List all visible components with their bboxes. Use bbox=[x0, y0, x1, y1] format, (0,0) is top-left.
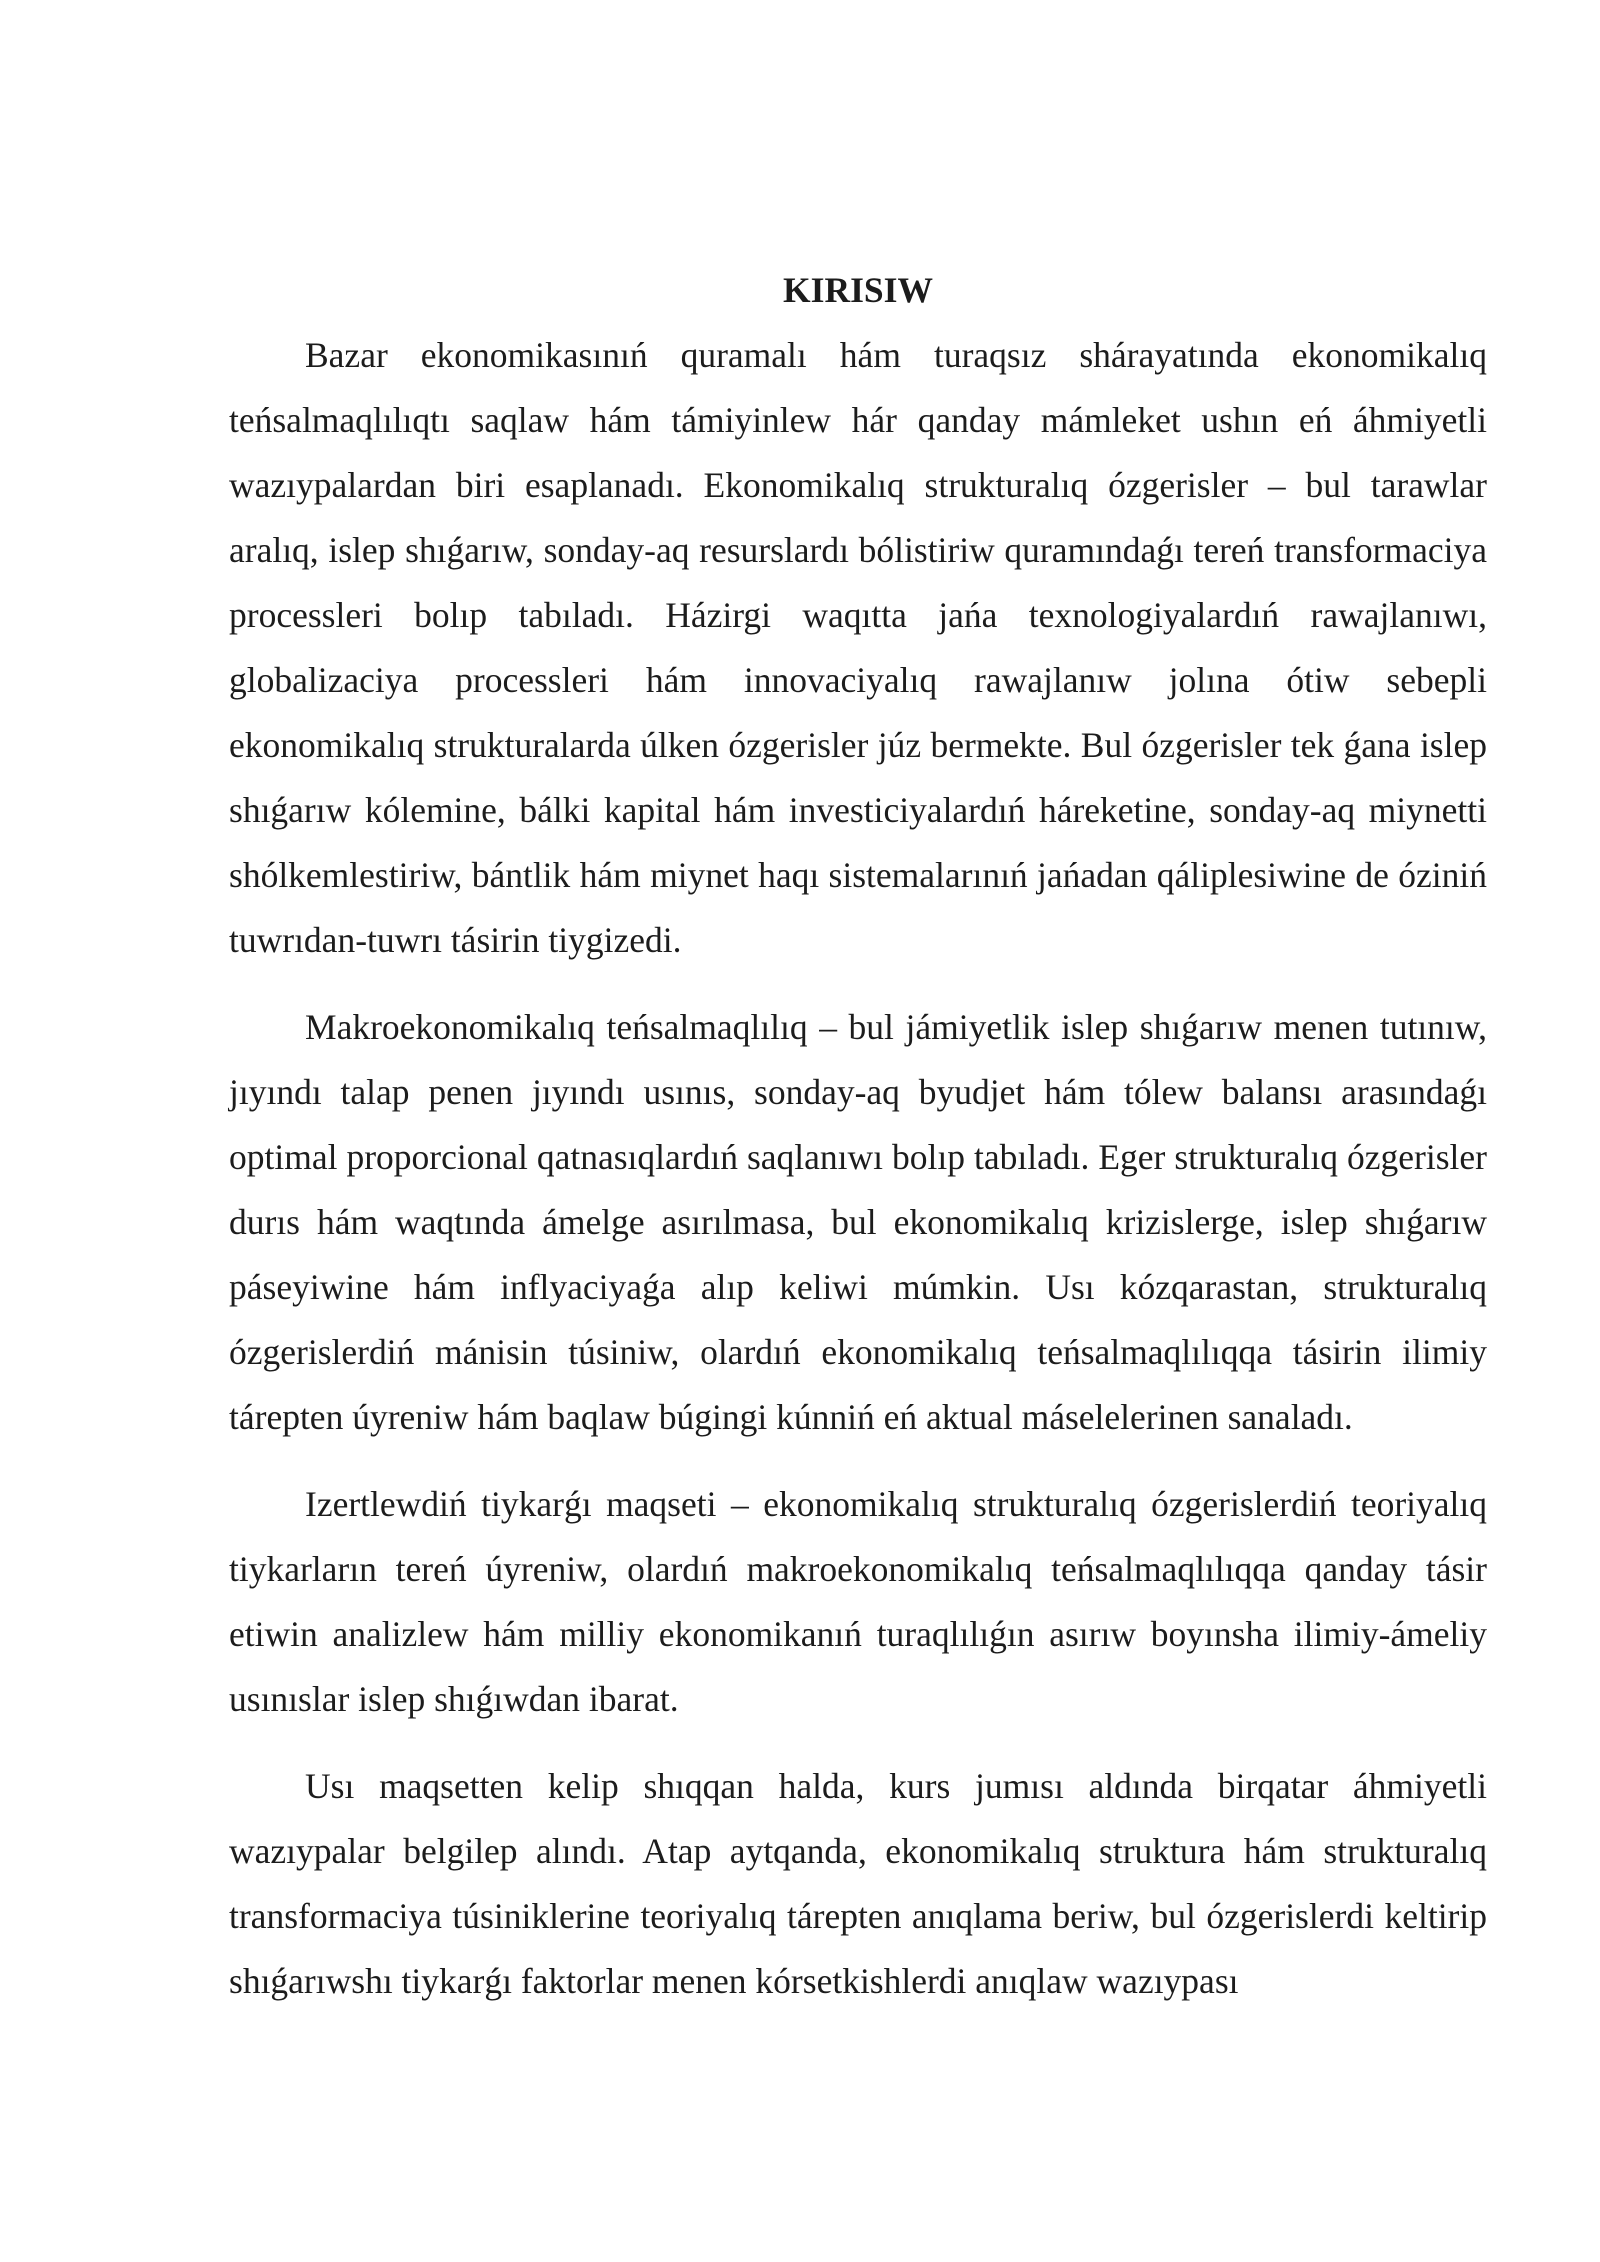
paragraph-2: Makroekonomikalıq teńsalmaqlılıq – bul jámiyetlik islep shıǵarıw menen tutınıw, jıyındı talap penen jıyındı usınıs, sonday-aq byudjet hám tólew balansı arasındaǵı optimal proporcional qatnasıqlardıń saqlanıwı bolıp tabıladı. Eger strukturalıq ózgerisler durıs hám waqtında ámelge asırılmasa, bul ekonomikalıq krizislerge, islep shıǵarıw páseyiwine hám inflyaciyaǵa alıp keliwi múmkin. Usı kózqarastan, strukturalıq ózgerislerdiń mánisin túsiniw, olardıń ekonomikalıq teńsalmaqlılıqqa tásirin ilimiy tárepten úyreniw hám baqlaw búgingi kúnniń eń aktual máselelerinen sanaladı. bbox=[229, 1007, 1487, 1437]
paragraph-3: Izertlewdiń tiykarǵı maqseti – ekonomikalıq strukturalıq ózgerislerdiń teoriyalıq tiykarların tereń úyreniw, olardıń makroekonomikalıq teńsalmaqlılıqqa qanday tásir etiwin analizlew hám milliy ekonomikanıń turaqlılıǵın asırıw boyınsha ilimiy-ámeliy usınıslar islep shıǵıwdan ibarat. bbox=[229, 1484, 1487, 1719]
paragraph-1: Bazar ekonomikasınıń quramalı hám turaqsız shárayatında ekonomikalıq teńsalmaqlılıqtı saqlaw hám támiyinlew hár qanday mámleket ushın eń áhmiyetli wazıypalardan biri esaplanadı. Ekonomikalıq strukturalıq ózgerisler – bul tarawlar aralıq, islep shıǵarıw, sonday-aq resurslardı bólistiriw quramındaǵı tereń transformaciya processleri bolıp tabıladı. Házirgi waqıtta jańa texnologiyalardıń rawajlanıwı, globalizaciya processleri hám innovaciyalıq rawajlanıw jolına ótiw sebepli ekonomikalıq strukturalarda úlken ózgerisler júz bermekte. Bul ózgerisler tek ǵana islep shıǵarıw kólemine, bálki kapital hám investiciyalardıń háreketine, sonday-aq miynetti shólkemlestiriw, bántlik hám miynet haqı sistemalarınıń jańadan qáliplesiwine de óziniń tuwrıdan-tuwrı tásirin tiygizedi. bbox=[229, 335, 1487, 960]
document-body bbox=[229, 258, 1487, 2014]
paragraph-4: Usı maqsetten kelip shıqqan halda, kurs jumısı aldında birqatar áhmiyetli wazıypalar belgilep alındı. Atap aytqanda, ekonomikalıq struktura hám strukturalıq transformaciya túsiniklerine teoriyalıq tárepten anıqlama beriw, bul ózgerislerdi keltirip shıǵarıwshı tiykarǵı faktorlar menen kórsetkishlerdi anıqlaw wazıypası bbox=[229, 1766, 1487, 2001]
page-title: KIRISIW bbox=[783, 270, 933, 310]
